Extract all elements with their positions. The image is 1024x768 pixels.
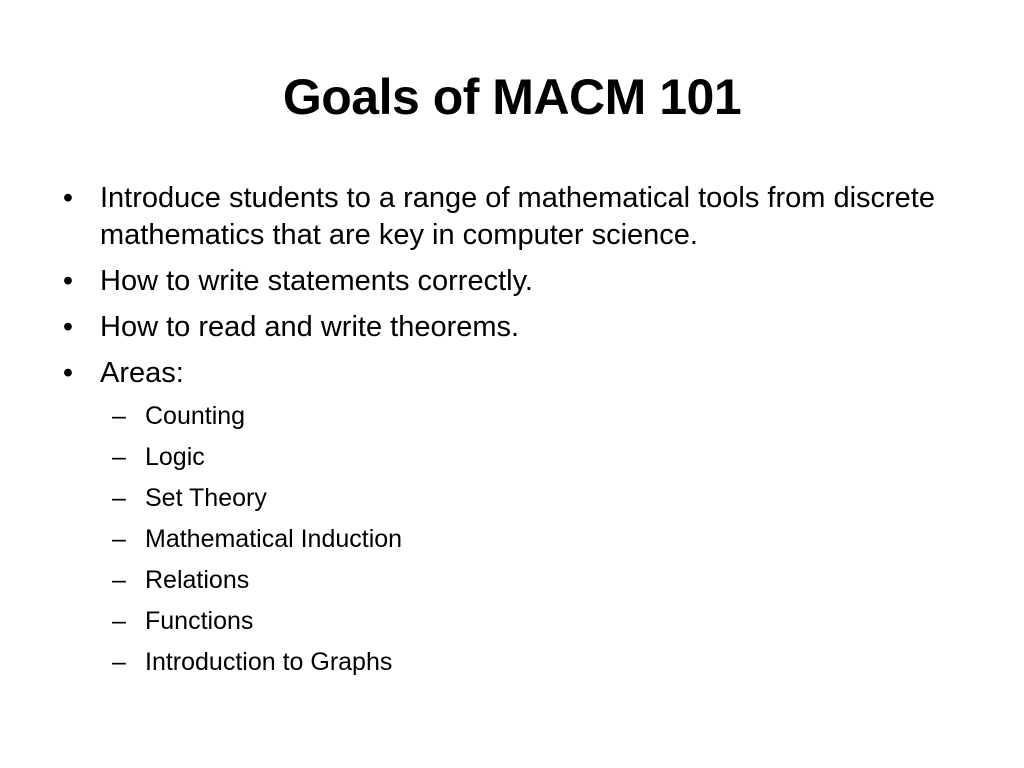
dash-marker: – bbox=[112, 402, 126, 430]
bullet-marker: • bbox=[62, 311, 74, 343]
bullet-text: Introduce students to a range of mathematical tools from discrete mathematics that are key in computer science. bbox=[100, 182, 935, 251]
bullet-text: How to write statements correctly. bbox=[100, 265, 533, 297]
area-item bbox=[100, 560, 958, 601]
dash-marker: – bbox=[112, 484, 126, 512]
slide-title: Goals of MACM 101 bbox=[282, 69, 742, 125]
area-item bbox=[100, 642, 958, 683]
area-text: Functions bbox=[145, 607, 254, 635]
area-item bbox=[100, 437, 958, 478]
bullet-item bbox=[58, 263, 958, 300]
bullet-marker: • bbox=[62, 265, 74, 297]
bullet-marker: • bbox=[62, 357, 74, 389]
area-text: Logic bbox=[145, 443, 205, 471]
areas-list bbox=[100, 396, 958, 683]
area-item bbox=[100, 396, 958, 437]
area-text: Set Theory bbox=[145, 484, 267, 512]
area-item bbox=[100, 478, 958, 519]
area-item bbox=[100, 601, 958, 642]
area-text: Introduction to Graphs bbox=[145, 648, 393, 676]
bullet-list bbox=[58, 180, 958, 692]
dash-marker: – bbox=[112, 607, 126, 635]
area-item bbox=[100, 519, 958, 560]
dash-marker: – bbox=[112, 648, 126, 676]
bullet-marker: • bbox=[62, 182, 74, 214]
area-text: Counting bbox=[145, 402, 246, 430]
bullet-text: How to read and write theorems. bbox=[100, 311, 520, 343]
dash-marker: – bbox=[112, 566, 126, 594]
area-text: Mathematical Induction bbox=[145, 525, 403, 553]
bullet-item bbox=[58, 180, 958, 254]
area-text: Relations bbox=[145, 566, 250, 594]
bullet-text: Areas: bbox=[100, 357, 184, 389]
dash-marker: – bbox=[112, 443, 126, 471]
bullet-item bbox=[58, 355, 958, 683]
bullet-item bbox=[58, 309, 958, 346]
dash-marker: – bbox=[112, 525, 126, 553]
